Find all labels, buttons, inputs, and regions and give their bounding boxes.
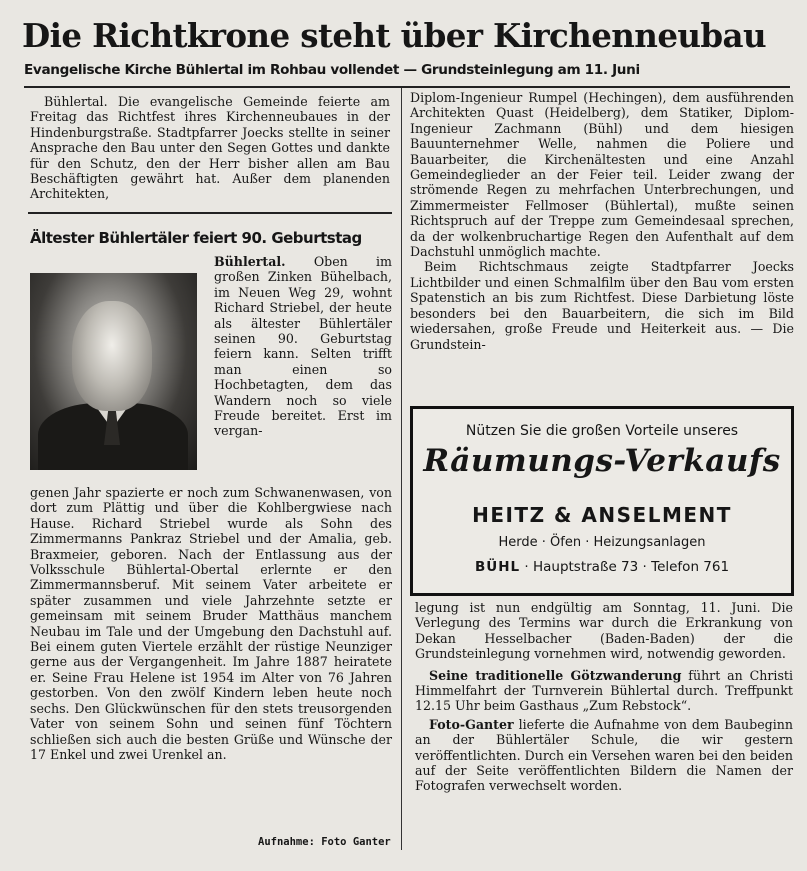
article2-title: Ältester Bühlertäler feiert 90. Geburtstag (30, 229, 362, 247)
notice1-title: Seine traditionelle Götzwanderung (429, 667, 682, 683)
notice-goetzwanderung (415, 668, 793, 714)
notice2-title: Foto-Ganter (429, 716, 514, 732)
article1-column3 (415, 600, 793, 794)
photo-caption: Aufnahme: Foto Ganter (258, 836, 391, 848)
headline: Die Richtkrone steht über Kirchenneubau (22, 16, 767, 55)
article1-col3-paragraph: legung ist nun endgültig am Sonntag, 11. Juni. Die Verlegung des Termins war durch die Erkrankung von Dekan Hesselbacher (Baden-Baden) der die Grundsteinlegung vornehmen wird, notwendig geworden. (415, 600, 793, 662)
ad-products: Herde · Öfen · Heizungsanlagen (498, 535, 706, 550)
column-divider (401, 88, 402, 850)
notice1-text: führt an Christi Himmelfahrt der Turnverein Bühlertal durch. Treffpunkt 12.15 Uhr beim Gasthaus „Zum Rebstock“. (415, 667, 793, 714)
ad-tagline: Nützen Sie die großen Vorteile unseres (465, 423, 739, 439)
ad-firm-name: HEITZ & ANSELMENT (472, 503, 732, 527)
notice-foto-ganter (415, 717, 793, 794)
article1-paragraph: Bühlertal. Die evangelische Gemeinde feierte am Freitag das Richtfest ihres Kirchenneubaues in der Hindenburgstraße. Stadtpfarrer Joecks stellte in seiner Ansprache den Bau unter den Segen Gottes und dankte für den Schutz, den der Herr bisher allen am Bau Beschäftigten gewährt hat. Außer dem planenden Architekten, (30, 94, 390, 202)
ad-street-phone: · Hauptstraße 73 · Telefon 761 (520, 559, 730, 575)
ad-city: BÜHL (474, 559, 521, 575)
advertisement-box (410, 406, 794, 596)
article1-column2 (410, 90, 794, 352)
subheadline: Evangelische Kirche Bühlertal im Rohbau vollendet — Grundsteinlegung am 11. Juni (24, 62, 640, 78)
article2-narrow-text: Oben im großen Zinken Bühelbach, im Neuen Weg 29, wohnt Richard Striebel, der heute als ältester Bühlertäler seinen 90. Geburtstag feiern kann. Selten trifft man einen so Hochbetagten, dem das Wandern noch so viele Freude bereitet. Erst im vergan- (214, 254, 392, 439)
article2-wide-text: genen Jahr spazierte er noch zum Schwanenwasen, von dort zum Plättig und über die Kohlbergwiese nach Hause. Richard Striebel wurde als Sohn des Zimmermanns Pankraz Striebel und der Amalia, geb. Braxmeier, geboren. Nach der Entlassung aus der Volksschule Bühlertal-Obertal erlernte er den Zimmermannsberuf. Mit seinem Vater arbeitete er später zusammen und viele Jahrzehnte setzte er gemeinsam mit seinem Bruder Matthäus manchem Neubau im Tale und der Umgebung den Dachstuhl auf. Bei einem guten Viertele erzählt der rüstige Neunziger gerne aus der Vergangenheit. Im Jahre 1887 heiratete er. Seine Frau Helene ist 1954 im Alter von 76 Jahren gestorben. Von den zwölf Kindern leben heute noch sechs. Den Glückwünschen für den stets treusorgenden Vater von seinem Sohn und seinen fünf Töchtern schließen sich auch die besten Grüße und Wünsche der 17 Enkel und zwei Urenkel an. (30, 485, 392, 762)
article2-narrow-column (214, 254, 392, 439)
ad-headline: Räumungs-Verkaufs (423, 443, 781, 479)
photo-face (72, 301, 152, 411)
article2-lead-paragraph (214, 254, 392, 439)
article1-col2-paragraph2: Beim Richtschmaus zeigte Stadtpfarrer Joecks Lichtbilder und einen Schmalfilm über den Bau vom ersten Spatenstich an bis zum Richtfest. Diese Darbietung löste besonders bei den Bauarbeitern, die sich im Bild wiedersahen, große Freude und Heiterkeit aus. — Die Grundstein- (410, 259, 794, 352)
article2-dateline: Bühlertal. (214, 254, 286, 269)
notice2-text: lieferte die Aufnahme von dem Baubeginn an der Bühlertäler Schule, die wir gestern veröffentlichten. Durch ein Versehen waren bei den beiden auf der Seite veröffentlichten Bildern die Namen der Fotografen verwechselt worden. (415, 716, 793, 794)
article1-col2-paragraph1: Diplom-Ingenieur Rumpel (Hechingen), dem ausführenden Architekten Quast (Heidelberg), dem Statiker, Diplom-Ingenieur Zachmann (Bühl) und dem hiesigen Bauunternehmer Welle, nahmen die Poliere und Bauarbeiter, die Kirchenältesten und eine Anzahl Gemeindeglieder an der Feier teil. Leider zwang der strömende Regen zu mehrfachen Unterbrechungen, und Zimmermeister Fellmoser (Bühlertal), mußte seinen Richtspruch auf der Treppe zum Gemeindesaal sprechen, da der wolkenbruchartige Regen den Aufenthalt auf dem Dachstuhl unmöglich machte. (410, 90, 794, 260)
ad-address (413, 559, 791, 575)
top-rule (24, 86, 790, 88)
portrait-photo (30, 273, 197, 470)
article1-column1 (30, 94, 390, 202)
article-separator (28, 212, 392, 214)
article2-wide-column (30, 485, 392, 762)
